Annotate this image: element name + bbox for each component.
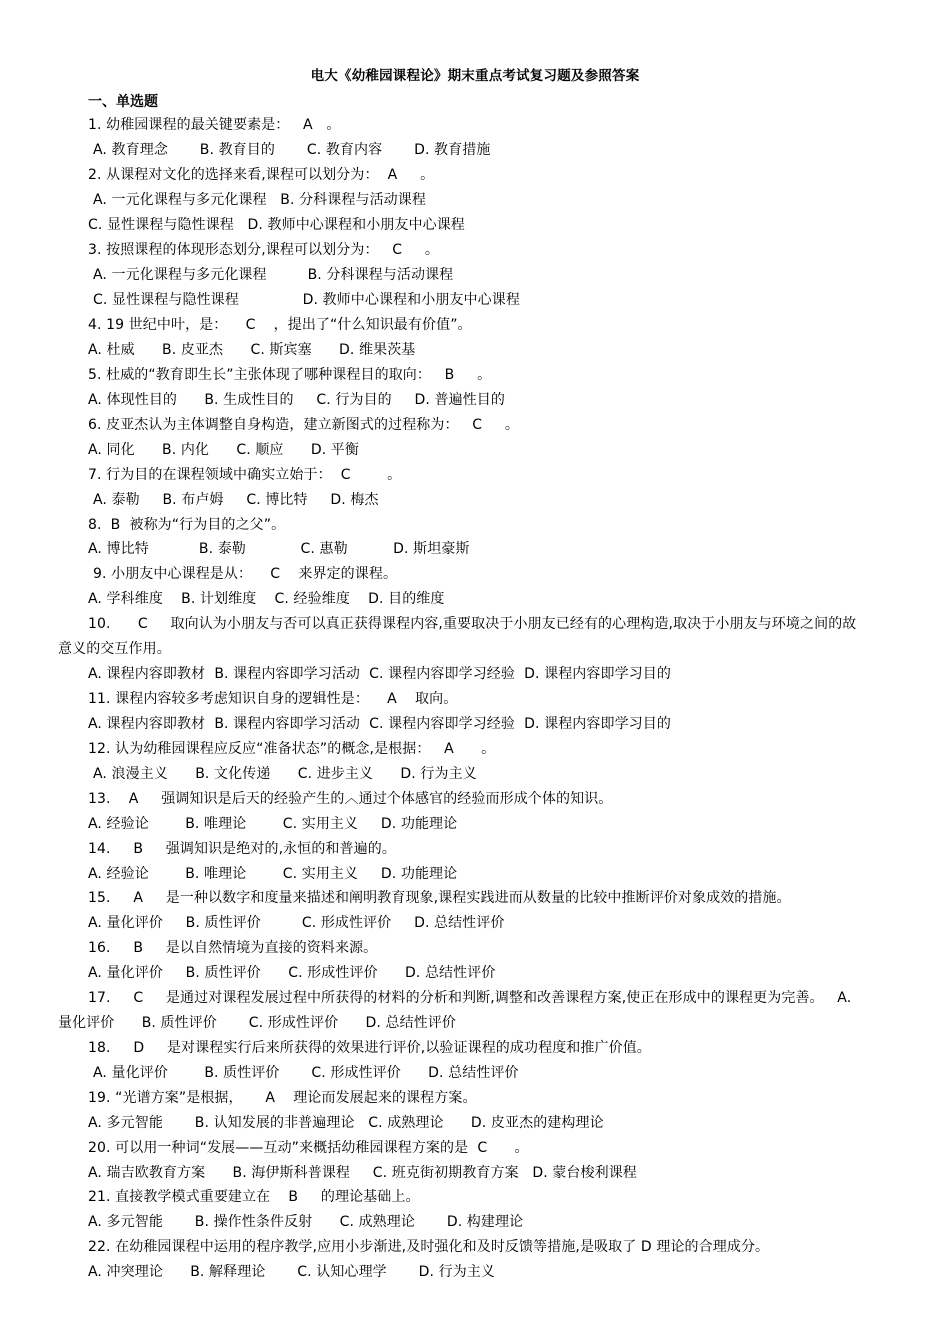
question-16: 16. B 是以自然情境为直接的资料来源。	[88, 940, 378, 956]
options-8: A. 博比特 B. 泰勒 C. 惠勒 D. 斯坦豪斯	[88, 541, 470, 557]
question-22: 22. 在幼稚园课程中运用的程序教学,应用小步渐进,及时强化和及时反馈等措施,是吸取了 D 理论的合理成分。	[88, 1239, 770, 1255]
question-12: 12. 认为幼稚园课程应反应“准备状态”的概念,是根据： A 。	[88, 741, 496, 757]
question-10-cont: 意义的交互作用。	[58, 641, 171, 657]
question-17: 17. C 是通过对课程发展过程中所获得的材料的分析和判断,调整和改善课程方案,使正在形成中的课程更为完善。 A.	[88, 990, 852, 1006]
options-16: A. 量化评价 B. 质性评价 C. 形成性评价 D. 总结性评价	[88, 965, 496, 981]
options-18: A. 量化评价 B. 质性评价 C. 形成性评价 D. 总结性评价	[93, 1065, 519, 1081]
options-3-c: C. 显性课程与隐性课程 D. 教师中心课程和小朋友中心课程	[93, 292, 520, 308]
options-7: A. 泰勒 B. 布卢姆 C. 博比特 D. 梅杰	[93, 492, 379, 508]
question-17-cont: 量化评价 B. 质性评价 C. 形成性评价 D. 总结性评价	[58, 1015, 457, 1031]
question-6: 6. 皮亚杰认为主体调整自身构造，建立新图式的过程称为： C 。	[88, 417, 519, 433]
question-21: 21. 直接教学模式重要建立在 B 的理论基础上。	[88, 1189, 420, 1205]
question-14: 14. B 强调知识是绝对的,永恒的和普遍的。	[88, 841, 396, 857]
question-9: 9. 小朋友中心课程是从： C 来界定的课程。	[93, 566, 398, 582]
options-19: A. 多元智能 B. 认知发展的非普遍理论 C. 成熟理论 D. 皮亚杰的建构理论	[88, 1115, 604, 1131]
options-2-c: C. 显性课程与隐性课程 D. 教师中心课程和小朋友中心课程	[88, 217, 465, 233]
options-21: A. 多元智能 B. 操作性条件反射 C. 成熟理论 D. 构建理论	[88, 1214, 524, 1230]
question-19: 19. “光谱方案”是根据， A 理论而发展起来的课程方案。	[88, 1090, 477, 1106]
question-8: 8. B 被称为“行为目的之父”。	[88, 517, 286, 533]
options-5: A. 体现性目的 B. 生成性目的 C. 行为目的 D. 普遍性目的	[88, 392, 505, 408]
options-11: A. 课程内容即教材 B. 课程内容即学习活动 C. 课程内容即学习经验 D. 课程内容即学习目的	[88, 716, 671, 732]
options-4: A. 杜威 B. 皮亚杰 C. 斯宾塞 D. 维果茨基	[88, 342, 416, 358]
section-heading: 一、单选题	[88, 94, 158, 110]
options-22: A. 冲突理论 B. 解释理论 C. 认知心理学 D. 行为主义	[88, 1264, 495, 1280]
options-10: A. 课程内容即教材 B. 课程内容即学习活动 C. 课程内容即学习经验 D. 课程内容即学习目的	[88, 666, 671, 682]
options-13: A. 经验论 B. 唯理论 C. 实用主义 D. 功能理论	[88, 816, 458, 832]
question-18: 18. D 是对课程实行后来所获得的效果进行评价,以验证课程的成功程度和推广价值。	[88, 1040, 651, 1056]
question-10: 10. C 取向认为小朋友与否可以真正获得课程内容,重要取决于小朋友已经有的心理构造,取决于小朋友与环境之间的故	[88, 616, 857, 632]
options-2-a: A. 一元化课程与多元化课程 B. 分科课程与活动课程	[93, 192, 426, 208]
options-1: A. 教育理念 B. 教育目的 C. 教育内容 D. 教育措施	[93, 142, 491, 158]
options-20: A. 瑞吉欧教育方案 B. 海伊斯科普课程 C. 班克街初期教育方案 D. 蒙台梭利课程	[88, 1165, 637, 1181]
options-12: A. 浪漫主义 B. 文化传递 C. 进步主义 D. 行为主义	[93, 766, 477, 782]
question-3: 3. 按照课程的体现形态划分,课程可以划分为： C 。	[88, 242, 439, 258]
question-15: 15. A 是一种以数字和度量来描述和阐明教育现象,课程实践进而从数量的比较中推断评价对象成效的措施。	[88, 890, 791, 906]
options-6: A. 同化 B. 内化 C. 顺应 D. 平衡	[88, 442, 359, 458]
question-11: 11. 课程内容较多考虑知识自身的逻辑性是： A 取向。	[88, 691, 458, 707]
options-3-a: A. 一元化课程与多元化课程 B. 分科课程与活动课程	[93, 267, 454, 283]
options-9: A. 学科维度 B. 计划维度 C. 经验维度 D. 目的维度	[88, 591, 445, 607]
question-4: 4. 19 世纪中叶，是： C ，提出了“什么知识最有价值”。	[88, 317, 472, 333]
question-20: 20. 可以用一种词“发展——互动”来概括幼稚园课程方案的是 C 。	[88, 1140, 529, 1156]
document-title: 电大《幼稚园课程论》期末重点考试复习题及参照答案	[310, 68, 640, 84]
options-14: A. 经验论 B. 唯理论 C. 实用主义 D. 功能理论	[88, 866, 458, 882]
question-2: 2. 从课程对文化的选择来看,课程可以划分为： A 。	[88, 167, 435, 183]
question-13: 13. A 强调知识是后天的经验产生的︿通过个体感官的经验而形成个体的知识。	[88, 791, 613, 807]
options-15: A. 量化评价 B. 质性评价 C. 形成性评价 D. 总结性评价	[88, 915, 505, 931]
question-7: 7. 行为目的在课程领域中确实立始于： C 。	[88, 467, 402, 483]
question-5: 5. 杜威的“教育即生长”主张体现了哪种课程目的取向： B 。	[88, 367, 492, 383]
question-1: 1. 幼稚园课程的最关键要素是： A 。	[88, 117, 341, 133]
